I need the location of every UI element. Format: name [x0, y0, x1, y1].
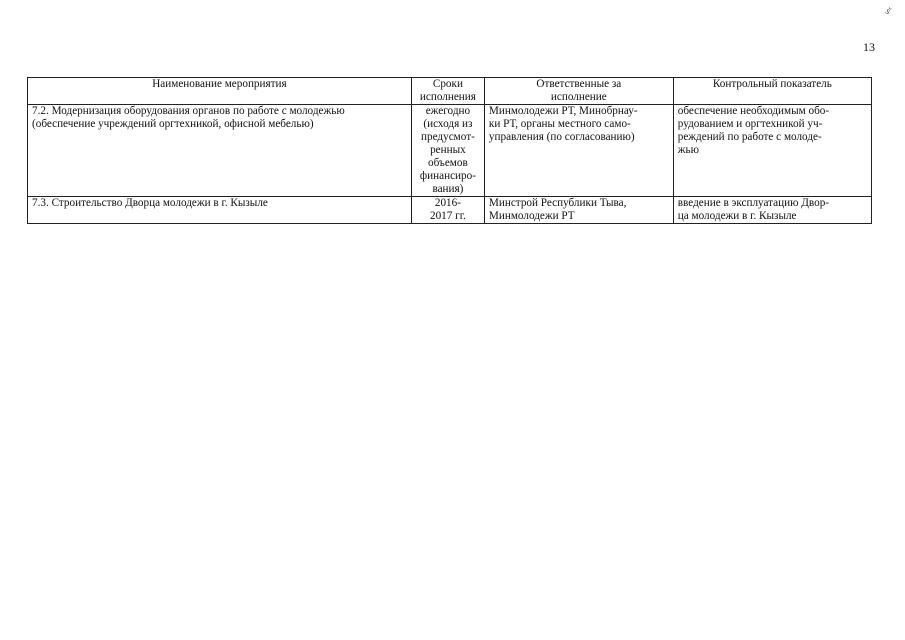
cell-text-line: Минмолодежи РТ	[488, 210, 575, 222]
cell-indicator	[673, 197, 871, 224]
cell-text-line: жью	[677, 144, 699, 156]
header-indicator-text: Контрольный показатель	[712, 78, 832, 90]
cell-text-line: 7.3. Строительство Дворца молодежи в г. Кызыле	[32, 197, 268, 209]
cell-text-line: Минстрой Республики Тыва,	[488, 197, 627, 209]
cell-indicator	[673, 105, 871, 197]
cell-deadline	[411, 197, 484, 224]
cell-text-line: ежегодно	[425, 105, 471, 117]
cell-text-line: управления (по согласованию)	[488, 131, 635, 143]
cell-text-line: предусмот-	[421, 131, 475, 143]
events-plan-table	[27, 77, 872, 224]
cell-text-line: ки РТ, органы местного само-	[488, 118, 631, 130]
cell-text-line: финансиро-	[419, 170, 476, 182]
header-responsible	[484, 78, 673, 105]
cell-text-line: Минмолодежи РТ, Минобрнау-	[488, 105, 638, 117]
header-responsible-line-2: исполнение	[550, 91, 607, 103]
table-row	[28, 105, 872, 197]
cell-text-line: 2016-	[434, 197, 461, 209]
corner-stamp-mark: š	[883, 5, 893, 18]
cell-text-line: (обеспечение учреждений оргтехникой, офисной мебелью)	[32, 118, 314, 130]
cell-text-line: объемов	[428, 157, 468, 169]
header-indicator	[673, 78, 871, 105]
cell-text-line: введение в эксплуатацию Двор-	[677, 197, 830, 209]
cell-text-line: реждений по работе с молоде-	[677, 131, 822, 143]
cell-event-name	[28, 105, 412, 197]
cell-event-name	[28, 197, 412, 224]
cell-responsible	[484, 105, 673, 197]
table-header-row	[28, 78, 872, 105]
header-deadline-line-2: исполнения	[419, 91, 476, 103]
page-number: 13	[863, 40, 875, 54]
cell-text-line: вания)	[432, 183, 464, 195]
cell-deadline	[411, 105, 484, 197]
header-event-name	[28, 78, 412, 105]
cell-responsible	[484, 197, 673, 224]
cell-text-line: (исходя из	[423, 118, 473, 130]
cell-text-line: рудованием и оргтехникой уч-	[677, 118, 823, 130]
header-deadline	[411, 78, 484, 105]
cell-text-line: 7.2. Модернизация оборудования органов по работе с молодежью	[32, 105, 345, 117]
cell-text-line: 2017 гг.	[429, 210, 466, 222]
header-responsible-line-1: Ответственные за	[536, 78, 622, 90]
header-deadline-line-1: Сроки	[432, 78, 463, 90]
cell-text-line: ца молодежи в г. Кызыле	[677, 210, 797, 222]
table-row	[28, 197, 872, 224]
cell-text-line: ренных	[430, 144, 466, 156]
cell-text-line: обеспечение необходимым обо-	[677, 105, 830, 117]
header-event-name-text: Наименование мероприятия	[152, 78, 287, 90]
